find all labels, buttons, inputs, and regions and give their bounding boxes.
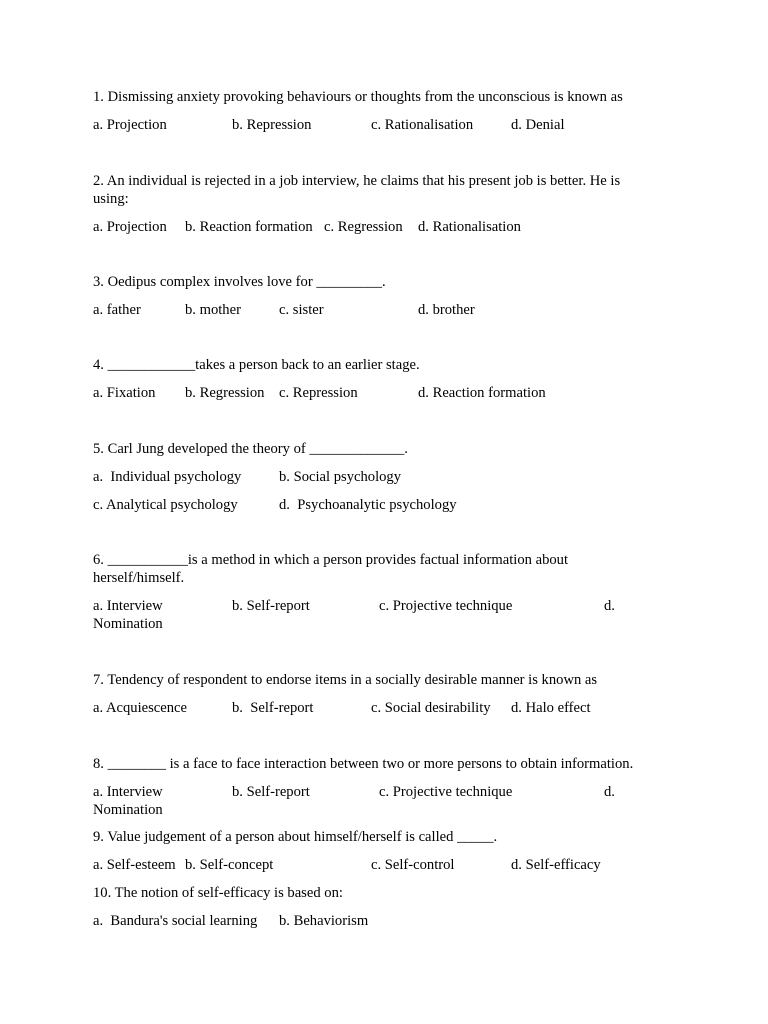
question-8-option-d-wrap: Nomination — [93, 802, 163, 818]
question-7-option-c: c. Social desirability — [371, 700, 491, 716]
question-10-text: 10. The notion of self-efficacy is based on: — [93, 885, 343, 901]
question-7-option-a: a. Acquiescence — [93, 700, 187, 716]
question-9-text: 9. Value judgement of a person about himself/herself is called _____. — [93, 829, 498, 845]
question-2-text-line1: 2. An individual is rejected in a job interview, he claims that his present job is better. He is — [93, 173, 621, 189]
question-9-option-c: c. Self-control — [371, 857, 455, 873]
question-1-option-a: a. Projection — [93, 117, 167, 133]
question-7-text: 7. Tendency of respondent to endorse items in a socially desirable manner is known as — [93, 672, 598, 688]
question-2-option-d: d. Rationalisation — [418, 219, 521, 235]
question-2-option-b: b. Reaction formation — [185, 219, 313, 235]
question-2-option-c: c. Regression — [324, 219, 403, 235]
question-10-option-a: a. Bandura's social learning — [93, 913, 258, 929]
question-7-option-b: b. Self-report — [232, 700, 314, 716]
question-3-option-d: d. brother — [418, 302, 475, 318]
question-10-option-b: b. Behaviorism — [279, 913, 369, 929]
question-8-option-b: b. Self-report — [232, 784, 310, 800]
question-3-option-b: b. mother — [185, 302, 241, 318]
question-3-option-c: c. sister — [279, 302, 324, 318]
question-2-option-a: a. Projection — [93, 219, 167, 235]
question-5-option-b: b. Social psychology — [279, 469, 402, 485]
question-6-text-line1: 6. ___________is a method in which a person provides factual information about — [93, 552, 569, 568]
question-1-option-c: c. Rationalisation — [371, 117, 474, 133]
question-6-option-c: c. Projective technique — [379, 598, 513, 614]
question-9-option-a: a. Self-esteem — [93, 857, 176, 873]
question-5-option-c: c. Analytical psychology — [93, 497, 238, 513]
question-1-text: 1. Dismissing anxiety provoking behaviours or thoughts from the unconscious is known as — [93, 89, 623, 105]
question-8-text: 8. ________ is a face to face interaction between two or more persons to obtain information. — [93, 756, 634, 772]
question-4-option-d: d. Reaction formation — [418, 385, 546, 401]
question-6-option-d: d. — [604, 598, 615, 614]
question-8-option-a: a. Interview — [93, 784, 163, 800]
question-7-option-d: d. Halo effect — [511, 700, 591, 716]
question-4-option-b: b. Regression — [185, 385, 265, 401]
question-3-text: 3. Oedipus complex involves love for _________. — [93, 274, 386, 290]
question-5-option-d: d. Psychoanalytic psychology — [279, 497, 457, 513]
question-4-option-c: c. Repression — [279, 385, 358, 401]
question-6-option-b: b. Self-report — [232, 598, 310, 614]
question-2-text-line2: using: — [93, 191, 129, 207]
question-5-text: 5. Carl Jung developed the theory of _____________. — [93, 441, 408, 457]
question-4-text: 4. ____________takes a person back to an earlier stage. — [93, 357, 420, 373]
question-9-option-b: b. Self-concept — [185, 857, 274, 873]
question-4-option-a: a. Fixation — [93, 385, 156, 401]
question-8-option-d: d. — [604, 784, 615, 800]
question-5-option-a: a. Individual psychology — [93, 469, 242, 485]
question-6-option-a: a. Interview — [93, 598, 163, 614]
question-3-option-a: a. father — [93, 302, 141, 318]
question-1-option-d: d. Denial — [511, 117, 565, 133]
question-1-option-b: b. Repression — [232, 117, 312, 133]
question-6-option-d-wrap: Nomination — [93, 616, 163, 632]
question-8-option-c: c. Projective technique — [379, 784, 513, 800]
question-9-option-d: d. Self-efficacy — [511, 857, 601, 873]
question-6-text-line2: herself/himself. — [93, 570, 185, 586]
